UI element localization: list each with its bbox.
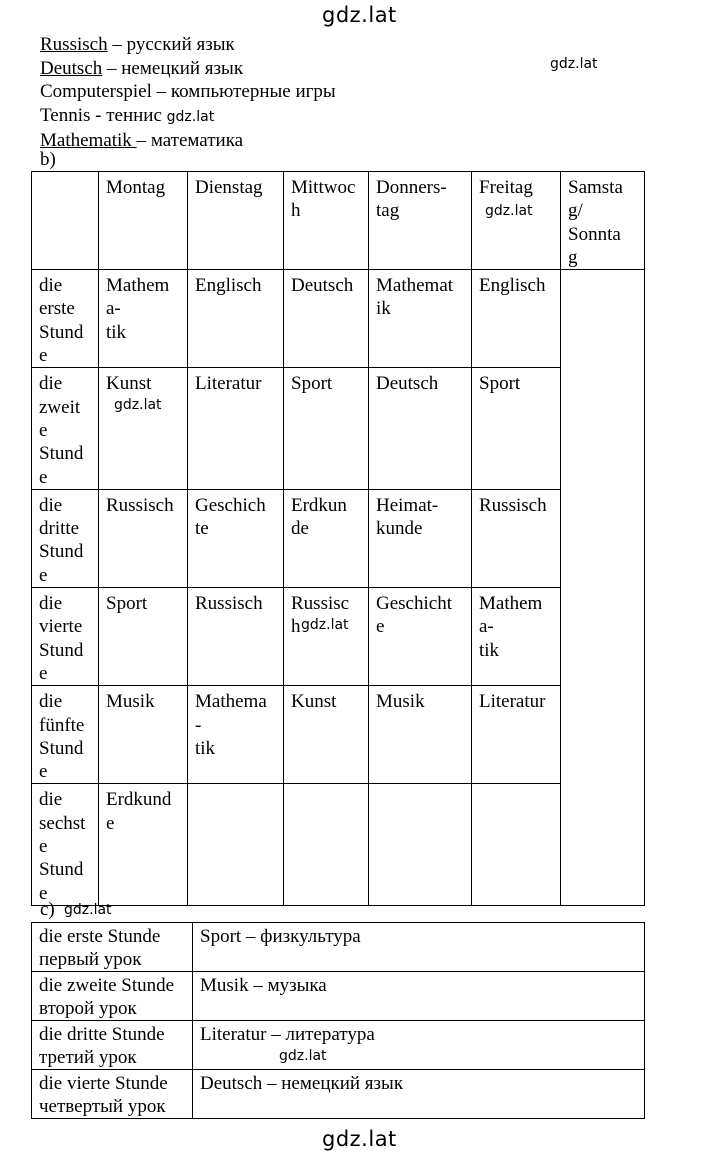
lesson-name-cell (32, 972, 193, 1021)
day-header-label: Freitag (479, 177, 533, 198)
table-row (32, 784, 645, 905)
vocab-line (40, 57, 336, 81)
table-row (32, 686, 645, 784)
table-row (32, 923, 645, 972)
table-row (32, 1021, 645, 1070)
table-cell: Erdkun de (284, 489, 369, 587)
table-cell: Englisch (472, 270, 561, 368)
lesson-name-cell (32, 923, 193, 972)
vocab-separator: - (90, 104, 107, 126)
table-cell (188, 784, 284, 905)
table-cell (99, 368, 188, 489)
vocab-separator: – (136, 130, 151, 151)
vocab-term: Russisch (40, 34, 108, 55)
day-header (472, 172, 561, 270)
watermark-inline: gdz.lat (166, 108, 215, 125)
table-cell: Mathema - tik (188, 686, 284, 784)
lesson-de: die vierte Stunde (39, 1073, 168, 1094)
lesson-label: die vierte Stund e (32, 588, 99, 686)
table-cell (284, 784, 369, 905)
vocab-translation: математика (150, 130, 244, 151)
vocab-translation: компьютерные игры (170, 81, 336, 102)
day-header: Samsta g/ Sonnta g (561, 172, 645, 270)
watermark-right: gdz.lat (550, 56, 598, 72)
lesson-subject: Musik – музыка (193, 972, 645, 1021)
table-cell: Mathem a- tik (99, 270, 188, 368)
table-cell: Russisch (188, 588, 284, 686)
lesson-de: die zweite Stunde (39, 975, 175, 996)
table-cell: Deutsch (369, 368, 472, 489)
vocab-line (40, 80, 336, 104)
table-cell: Geschich te (188, 489, 284, 587)
day-header: Montag (99, 172, 188, 270)
vocab-term: Tennis (40, 104, 91, 126)
table-cell: Musik (99, 686, 188, 784)
table-row (32, 972, 645, 1021)
table-cell: Russisch (472, 489, 561, 587)
table-row (32, 270, 645, 368)
day-header: Dienstag (188, 172, 284, 270)
vocab-line (40, 129, 336, 153)
lesson-de: die erste Stunde (39, 926, 161, 947)
table-cell: Sport (99, 588, 188, 686)
lesson-label: die dritte Stund e (32, 489, 99, 587)
table-row (32, 1070, 645, 1119)
watermark-lessons: gdz.lat (279, 1048, 327, 1064)
lesson-subject: Deutsch – немецкий язык (193, 1070, 645, 1119)
table-cell: Mathemat ik (369, 270, 472, 368)
table-cell (472, 784, 561, 905)
lesson-subject: Literatur – литература (200, 1024, 375, 1045)
day-header: Donners- tag (369, 172, 472, 270)
day-header: Mittwoc h (284, 172, 369, 270)
vocab-term: Mathematik (40, 130, 137, 151)
table-cell: Russisch (99, 489, 188, 587)
table-cell: Deutsch (284, 270, 369, 368)
table-cell: Geschicht e (369, 588, 472, 686)
vocab-term: Computerspiel (40, 81, 152, 102)
table-cell: Heimat- kunde (369, 489, 472, 587)
lesson-label: die zweit e Stund e (32, 368, 99, 489)
table-cell: Erdkund e (99, 784, 188, 905)
lesson-ru: первый урок (39, 949, 142, 970)
lesson-label: die sechst e Stund e (32, 784, 99, 905)
watermark-section-c: gdz.lat (64, 902, 112, 918)
lesson-ru: второй урок (39, 998, 137, 1019)
vocab-translation: теннис (106, 104, 162, 126)
table-cell (284, 588, 369, 686)
lesson-ru: третий урок (39, 1047, 137, 1068)
lesson-de: die dritte Stunde (39, 1024, 165, 1045)
section-c-label: c) (40, 899, 55, 920)
watermark-table-head: gdz.lat (485, 203, 533, 219)
section-b-label: b) (40, 149, 56, 170)
watermark-table-kunst: gdz.lat (114, 397, 162, 414)
watermark-top: gdz.lat (322, 3, 397, 27)
lessons-table (31, 922, 645, 1119)
lesson-ru: четвертый урок (39, 1096, 166, 1117)
vocab-line (40, 33, 336, 57)
table-row (32, 489, 645, 587)
vocabulary-list (40, 33, 336, 153)
table-cell: Englisch (188, 270, 284, 368)
table-cell (369, 784, 472, 905)
weekend-column (561, 270, 645, 906)
watermark-table-russisch: gdz.lat (301, 617, 349, 634)
vocab-separator: – (102, 57, 122, 79)
schedule-header-row (32, 172, 645, 270)
lesson-name-cell (32, 1070, 193, 1119)
table-cell: Literatur (188, 368, 284, 489)
table-cell: Literatur (472, 686, 561, 784)
table-cell-text: Russisc h (291, 593, 350, 638)
table-cell: Musik (369, 686, 472, 784)
table-cell: Mathem a- tik (472, 588, 561, 686)
vocab-separator: – (151, 81, 171, 102)
lesson-subject-cell (193, 1021, 645, 1070)
watermark-bottom: gdz.lat (322, 1127, 397, 1151)
vocab-separator: – (107, 34, 127, 55)
vocab-translation: русский язык (126, 34, 235, 55)
vocab-translation: немецкий язык (121, 57, 244, 79)
lesson-label: die erste Stund e (32, 270, 99, 368)
lesson-label: die fünfte Stund e (32, 686, 99, 784)
lesson-subject: Sport – физкультура (193, 923, 645, 972)
vocab-term: Deutsch (40, 57, 103, 79)
table-cell: Sport (284, 368, 369, 489)
table-cell: Kunst (284, 686, 369, 784)
vocab-line (40, 104, 336, 130)
corner-cell (32, 172, 99, 270)
schedule-table (31, 171, 645, 906)
table-cell: Sport (472, 368, 561, 489)
lesson-name-cell (32, 1021, 193, 1070)
table-row (32, 588, 645, 686)
table-row (32, 368, 645, 489)
table-cell-text: Kunst (106, 373, 152, 395)
